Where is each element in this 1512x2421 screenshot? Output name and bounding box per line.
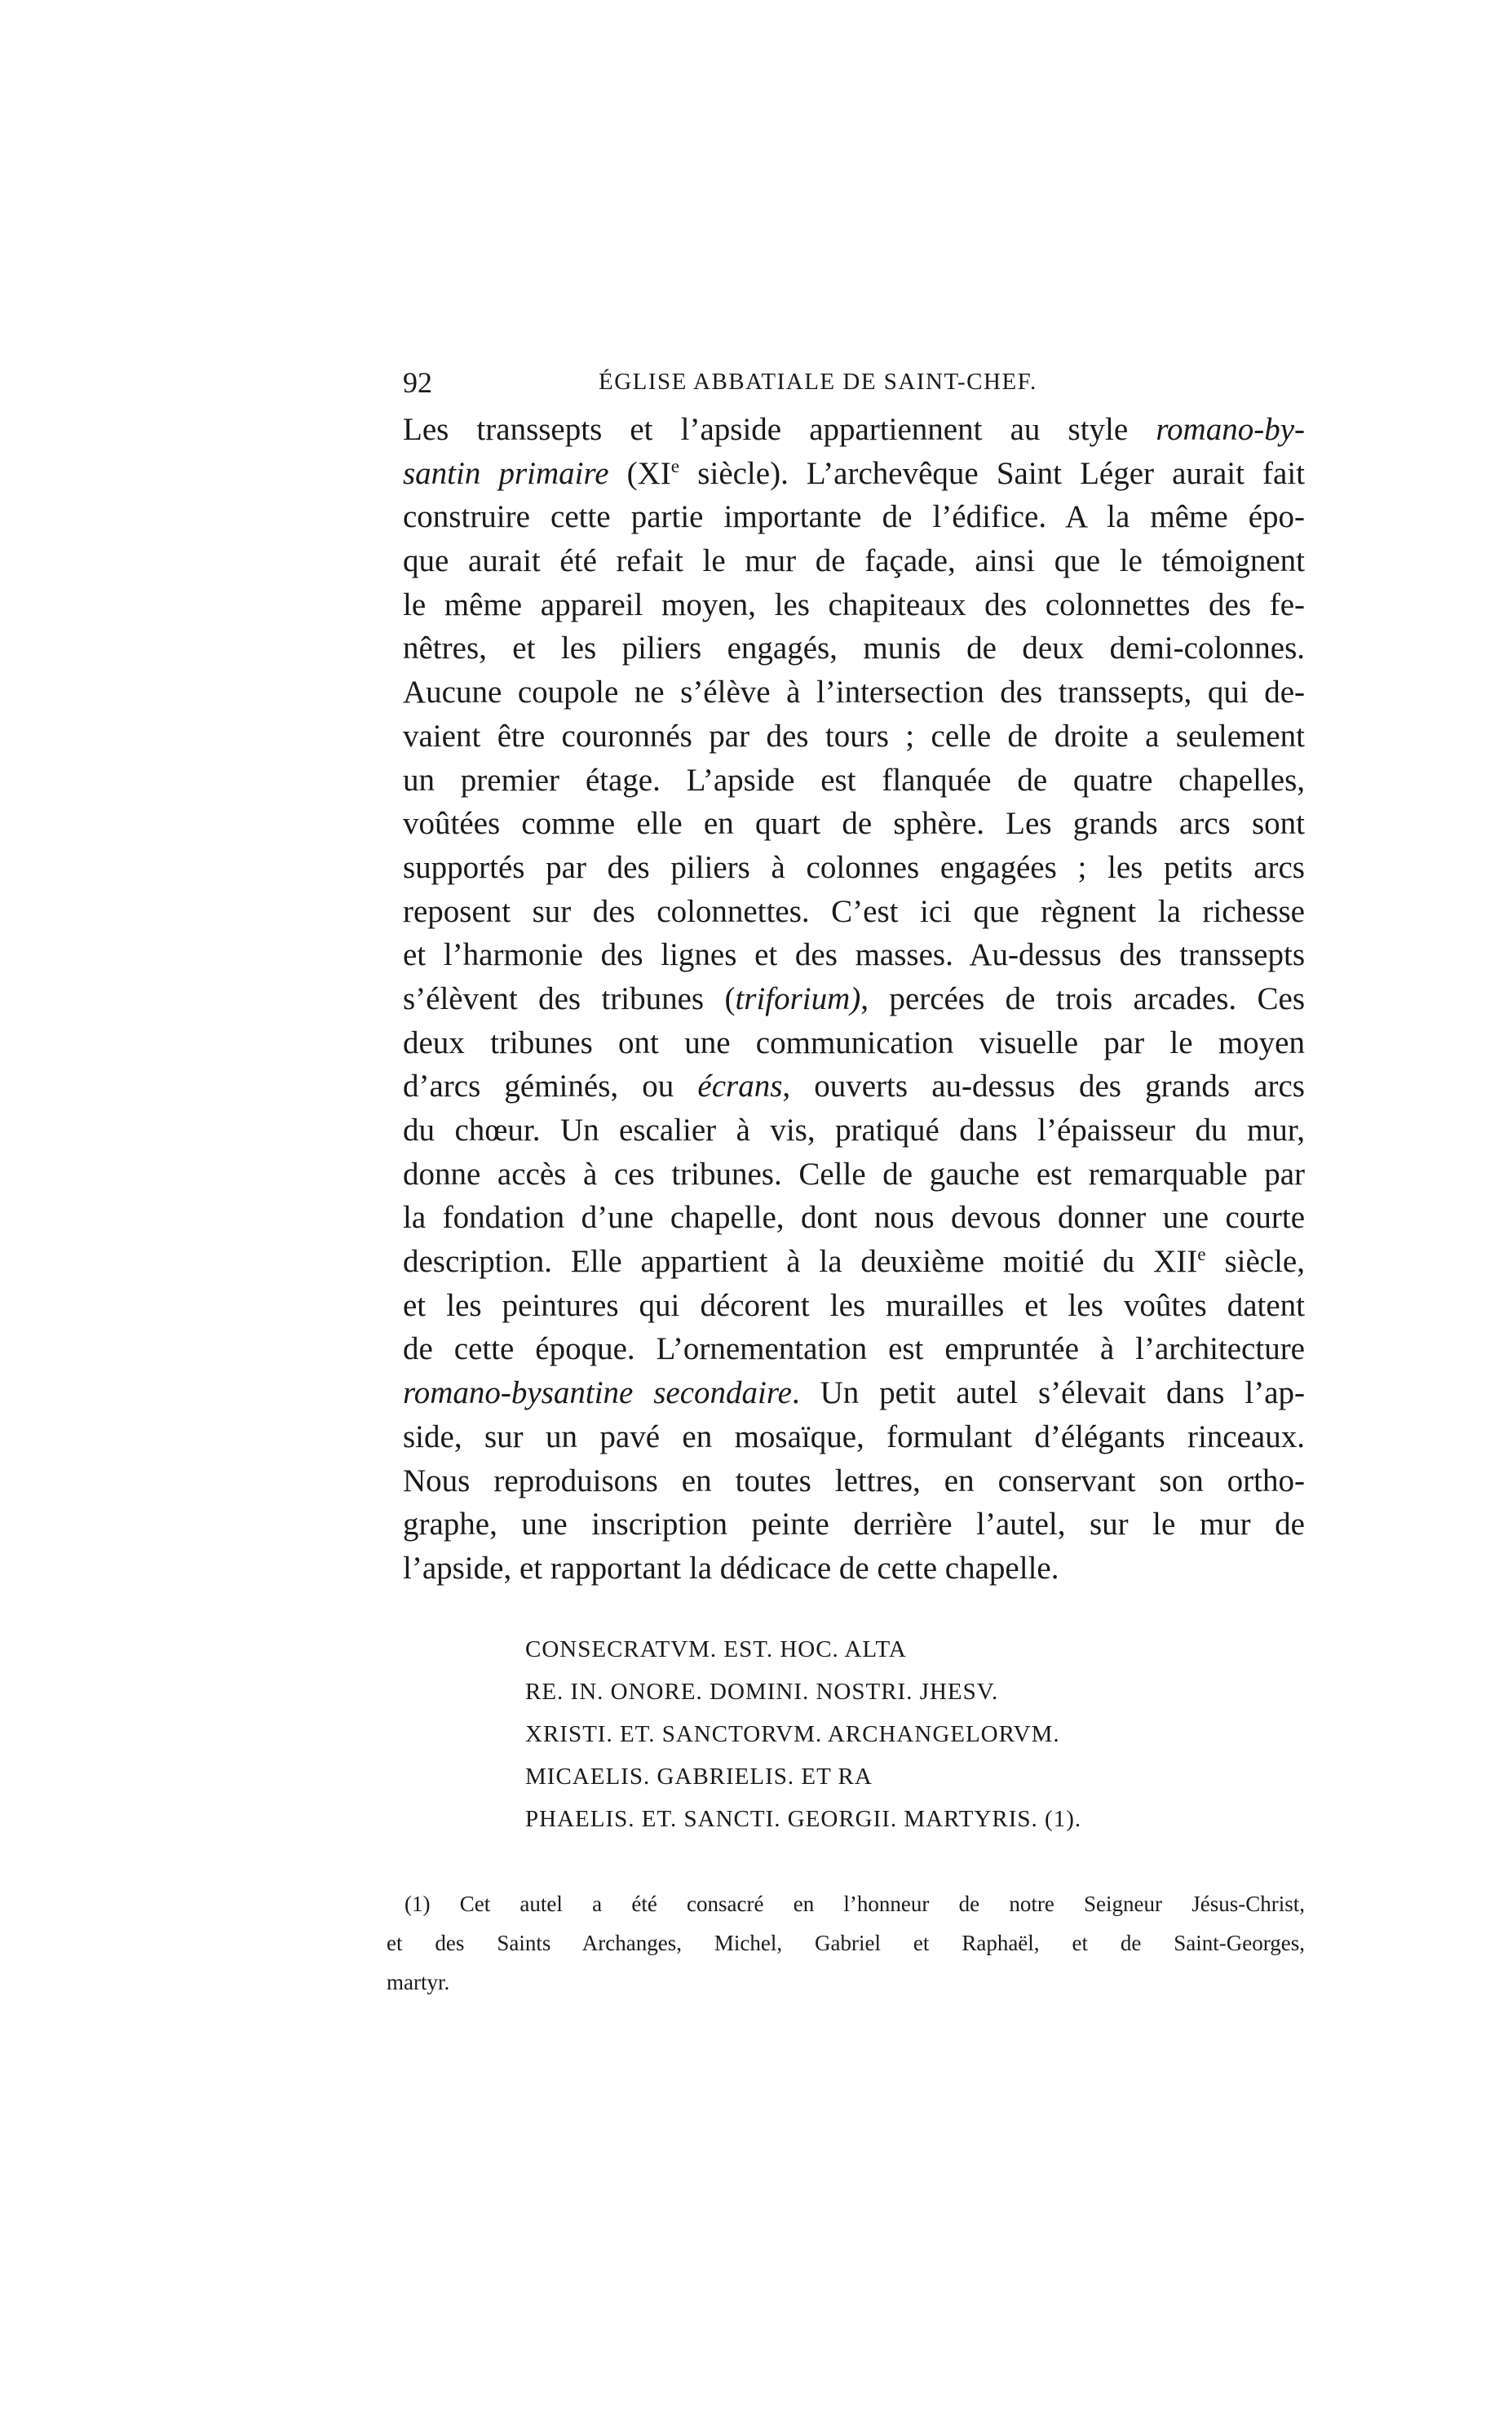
text-line: construire cette partie importante de l’édifice. A la même épo-	[403, 499, 1305, 535]
text-line: voûtées comme elle en quart de sphère. Les grands arcs sont	[403, 806, 1305, 842]
text-line: romano-bysantine secondaire. Un petit autel s’élevait dans l’ap-	[403, 1375, 1305, 1411]
text-line: supportés par des piliers à colonnes engagées ; les petits arcs	[403, 849, 1305, 885]
footnote-line: martyr.	[387, 1970, 450, 1994]
inscription-line: CONSECRATVM. EST. HOC. ALTA	[525, 1636, 907, 1662]
inscription-line: XRISTI. ET. SANCTORVM. ARCHANGELORVM.	[525, 1721, 1060, 1747]
running-title: ÉGLISE ABBATIALE DE SAINT-CHEF.	[599, 369, 1037, 395]
text-line: Aucune coupole ne s’élève à l’intersection des transsepts, qui de-	[403, 675, 1305, 710]
text-line: description. Elle appartient à la deuxième moitié du XIIe siècle,	[403, 1244, 1305, 1280]
running-header	[403, 365, 1305, 406]
text-line: et l’harmonie des lignes et des masses. Au-dessus des transsepts	[403, 937, 1305, 973]
footnote	[387, 1884, 1305, 2002]
text-line: s’élèvent des tribunes (triforium), percées de trois arcades. Ces	[403, 980, 1305, 1016]
text-line: d’arcs géminés, ou écrans, ouverts au-dessus des grands arcs	[403, 1069, 1305, 1104]
text-line: que aurait été refait le mur de façade, ainsi que le témoignent	[403, 543, 1305, 579]
text-line: reposent sur des colonnettes. C’est ici que règnent la richesse	[403, 893, 1305, 929]
text-line: un premier étage. L’apside est flanquée de quatre chapelles,	[403, 762, 1305, 798]
text-line: donne accès à ces tribunes. Celle de gauche est remarquable par	[403, 1156, 1305, 1192]
text-line: vaient être couronnés par des tours ; celle de droite a seulement	[403, 718, 1305, 754]
text-line: side, sur un pavé en mosaïque, formulant d’élégants rinceaux.	[403, 1419, 1305, 1454]
text-line: santin primaire (XIe siècle). L’archevêque Saint Léger aurait fait	[403, 455, 1306, 491]
inscription-line: PHAELIS. ET. SANCTI. GEORGII. MARTYRIS. (1).	[525, 1806, 1082, 1832]
text-line: et les peintures qui décorent les murailles et les voûtes datent	[403, 1287, 1305, 1323]
text-line: l’apside, et rapportant la dédicace de cette chapelle.	[403, 1550, 1059, 1586]
inscription-line: MICAELIS. GABRIELIS. ET RA	[525, 1764, 873, 1790]
text-line: Les transsepts et l’apside appartiennent au style romano-by-	[403, 412, 1305, 447]
text-line: graphe, une inscription peinte derrière l’autel, sur le mur de	[403, 1507, 1305, 1542]
inscription-block	[525, 1628, 1259, 1840]
text-line: deux tribunes ont une communication visuelle par le moyen	[403, 1025, 1305, 1060]
text-line: le même appareil moyen, les chapiteaux des colonnettes des fe-	[403, 586, 1305, 622]
inscription-line: RE. IN. ONORE. DOMINI. NOSTRI. JHESV.	[525, 1679, 999, 1705]
text-line: de cette époque. L’ornementation est empruntée à l’architecture	[403, 1331, 1305, 1367]
text-line: nêtres, et les piliers engagés, munis de deux demi-colonnes.	[403, 631, 1305, 666]
text-line: du chœur. Un escalier à vis, pratiqué dans l’épaisseur du mur,	[403, 1113, 1305, 1148]
body-paragraph	[403, 408, 1305, 1591]
text-line: Nous reproduisons en toutes lettres, en conservant son ortho-	[403, 1463, 1305, 1498]
text-line: la fondation d’une chapelle, dont nous devous donner une courte	[403, 1200, 1305, 1236]
footnote-line: (1) Cet autel a été consacré en l’honneur de notre Seigneur Jésus-Christ,	[405, 1892, 1305, 1916]
page-number: 92	[403, 366, 432, 399]
footnote-line: et des Saints Archanges, Michel, Gabriel et Raphaël, et de Saint-Georges,	[387, 1931, 1305, 1955]
